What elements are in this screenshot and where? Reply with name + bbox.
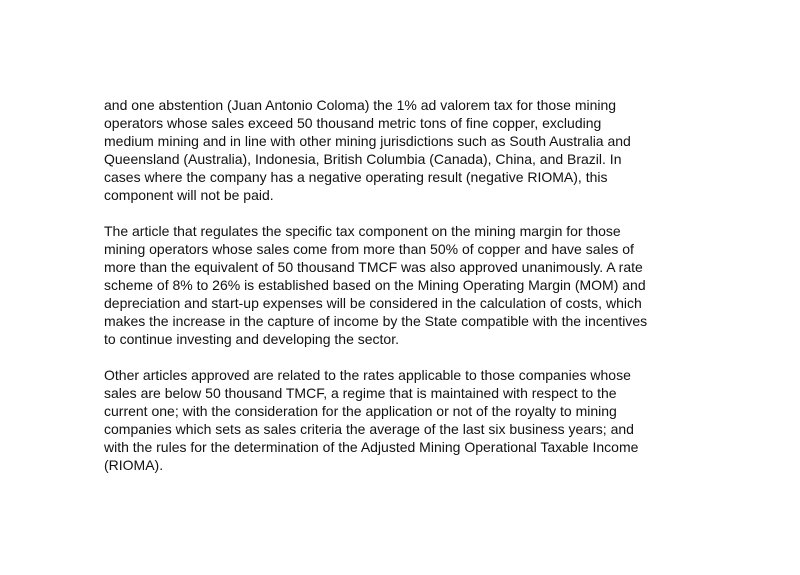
text-line: component will not be paid. xyxy=(104,187,274,203)
text-line: operators whose sales exceed 50 thousand metric tons of fine copper, excluding xyxy=(104,115,602,131)
text-line: companies which sets as sales criteria the average of the last six business years; and xyxy=(104,421,634,437)
text-line: current one; with the consideration for the application or not of the royalty to mining xyxy=(104,403,617,419)
text-line: The article that regulates the specific tax component on the mining margin for those xyxy=(104,223,621,239)
paragraph-2 xyxy=(104,222,704,348)
text-line: more than the equivalent of 50 thousand TMCF was also approved unanimously. A rate xyxy=(104,259,643,275)
text-line: Queensland (Australia), Indonesia, British Columbia (Canada), China, and Brazil. In xyxy=(104,151,622,167)
text-line: and one abstention (Juan Antonio Coloma) the 1% ad valorem tax for those mining xyxy=(104,97,617,113)
text-line: Other articles approved are related to the rates applicable to those companies whose xyxy=(104,367,631,383)
text-line: sales are below 50 thousand TMCF, a regime that is maintained with respect to the xyxy=(104,385,617,401)
text-line: medium mining and in line with other mining jurisdictions such as South Australia and xyxy=(104,133,631,149)
text-line: depreciation and start-up expenses will be considered in the calculation of costs, which xyxy=(104,295,642,311)
text-line: (RIOMA). xyxy=(104,457,164,473)
text-line: to continue investing and developing the sector. xyxy=(104,331,399,347)
text-line: makes the increase in the capture of income by the State compatible with the incentives xyxy=(104,313,648,329)
text-line: scheme of 8% to 26% is established based on the Mining Operating Margin (MOM) and xyxy=(104,277,646,293)
paragraph-3 xyxy=(104,366,704,474)
document-body xyxy=(104,96,704,474)
text-line: with the rules for the determination of the Adjusted Mining Operational Taxable Income xyxy=(104,439,639,455)
text-line: cases where the company has a negative operating result (negative RIOMA), this xyxy=(104,169,608,185)
text-line: mining operators whose sales come from more than 50% of copper and have sales of xyxy=(104,241,634,257)
paragraph-1 xyxy=(104,96,704,204)
